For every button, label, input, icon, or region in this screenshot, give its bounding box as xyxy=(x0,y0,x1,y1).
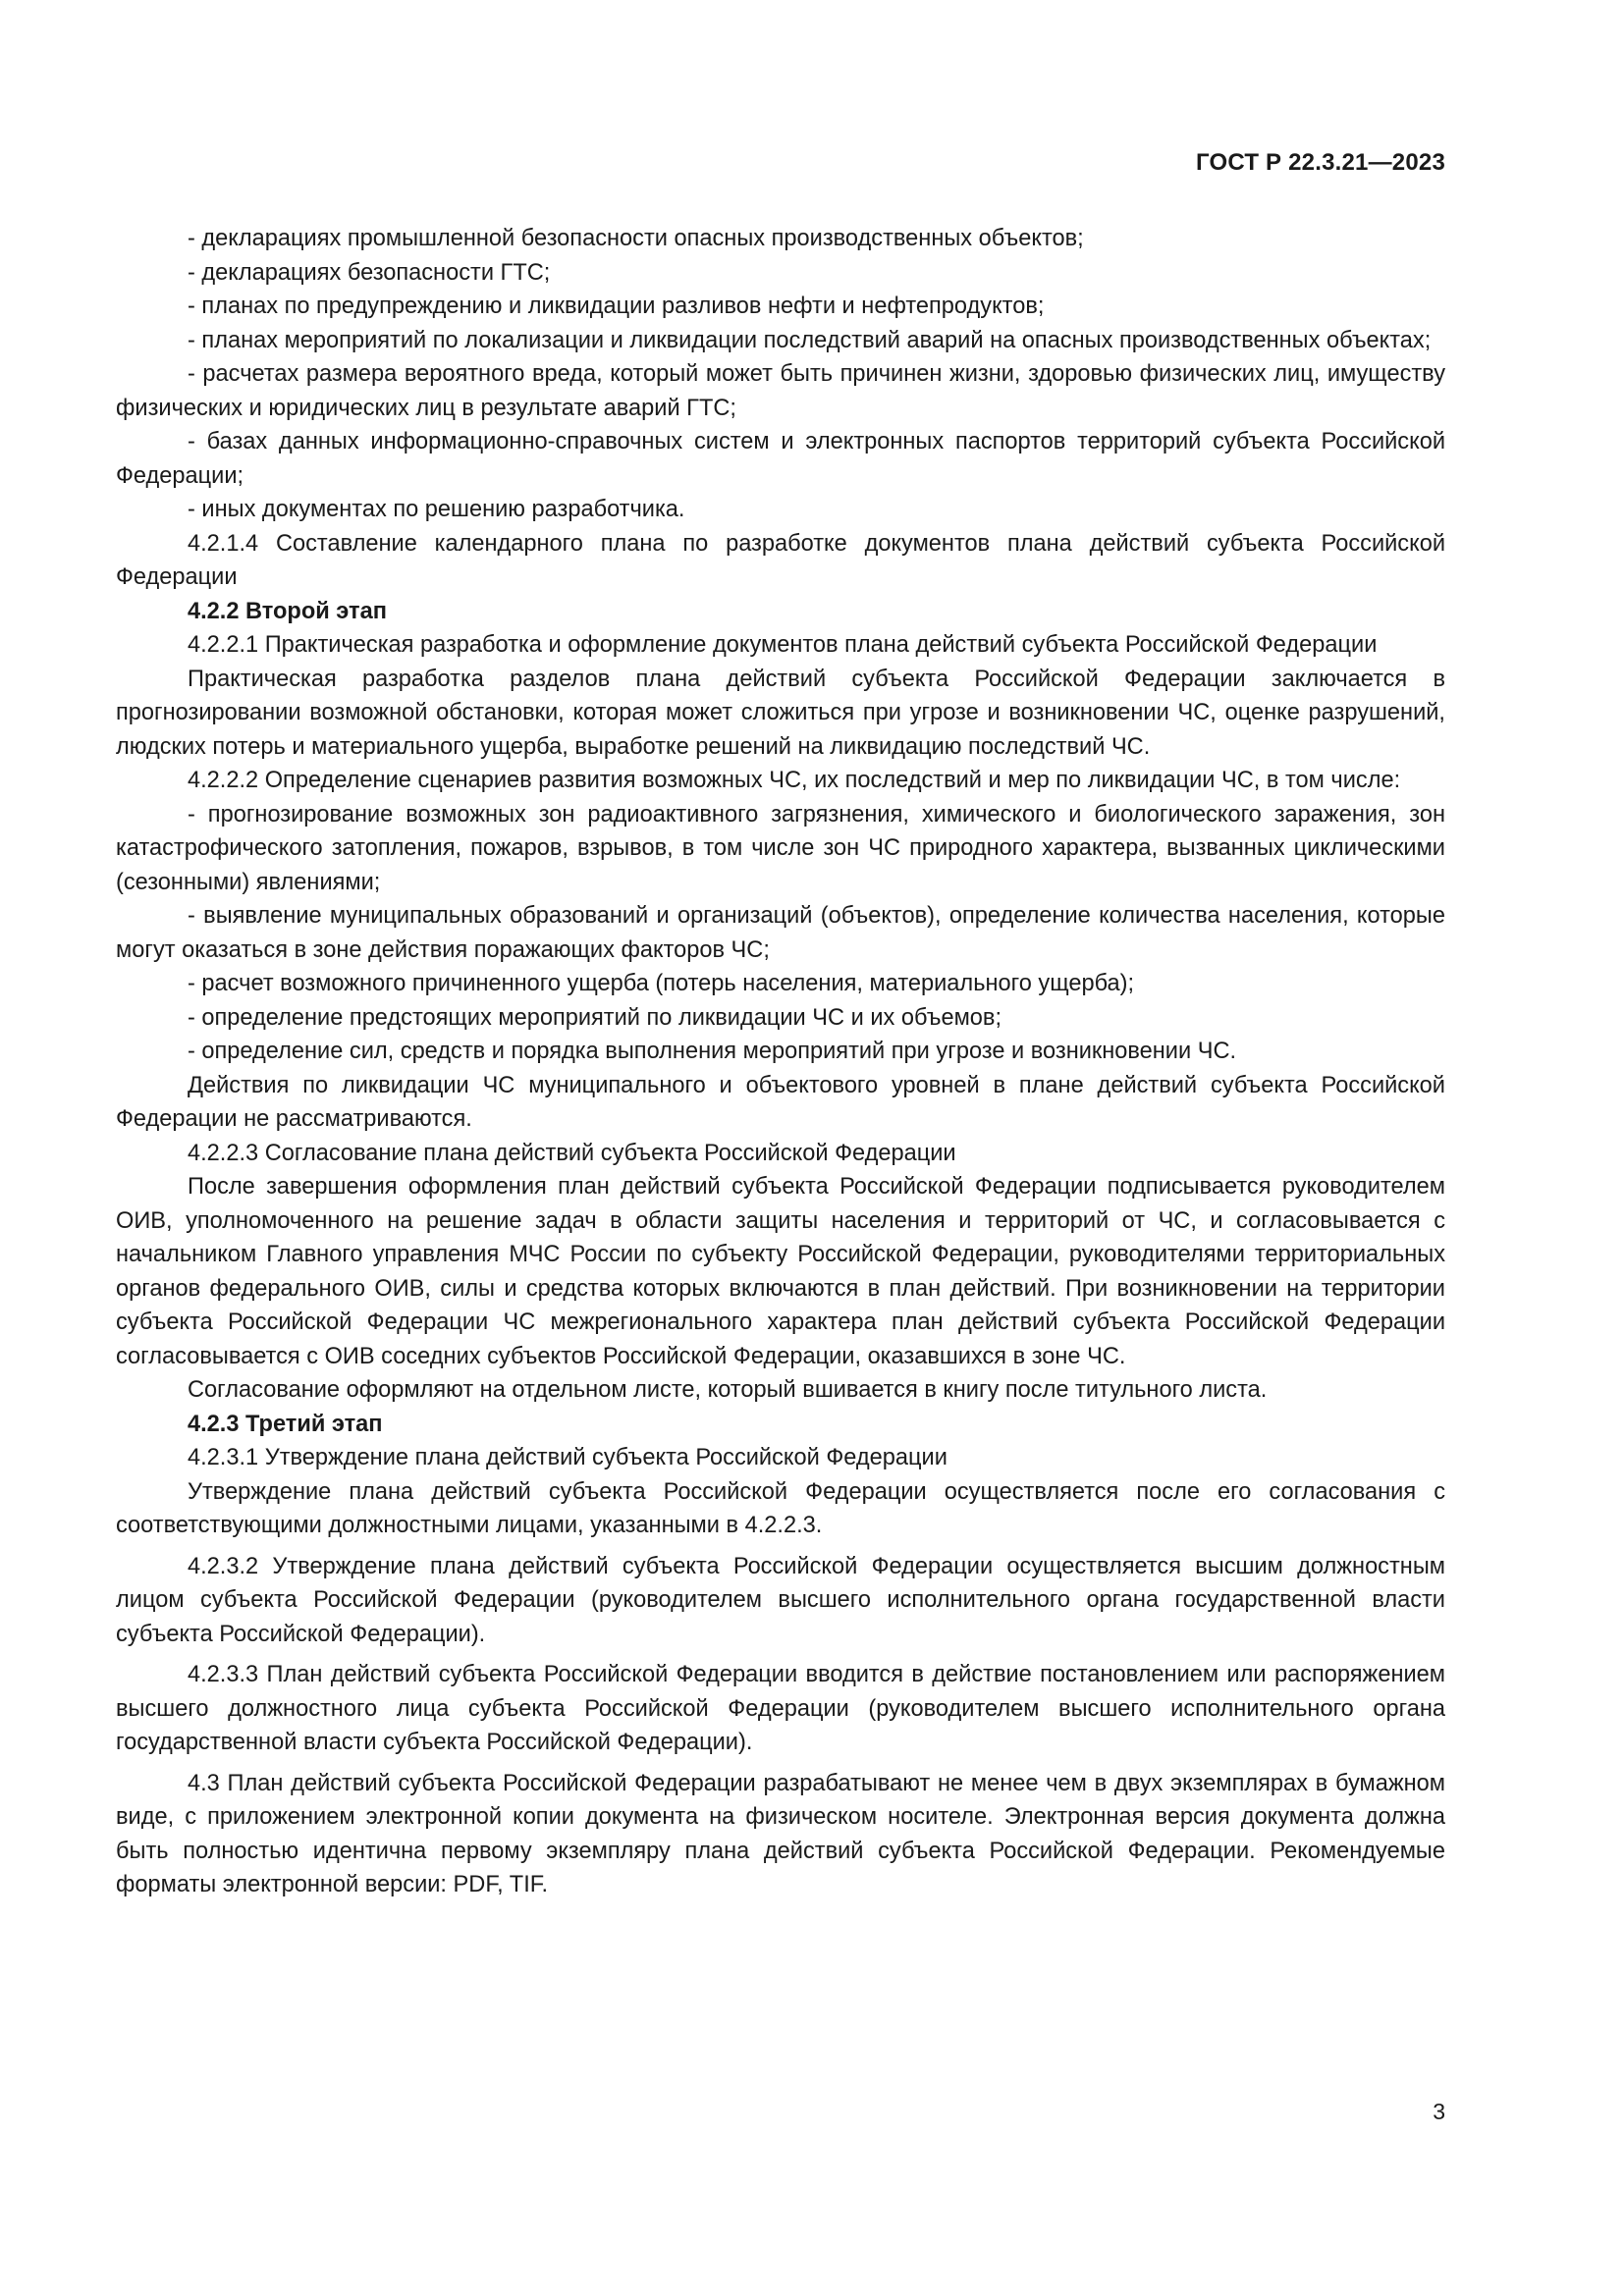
clause-4-2-2-2: 4.2.2.2 Определение сценариев развития возможных ЧС, их последствий и мер по ликвидации ЧС, в том числе: xyxy=(188,768,1401,793)
document-body xyxy=(116,222,1445,1902)
list-item: - базах данных информационно-справочных систем и электронных паспортов территорий субъекта Российской Федерации; xyxy=(116,429,1445,489)
clause-4-2-1-4: 4.2.1.4 Составление календарного плана по разработке документов плана действий субъекта Российской Федерации xyxy=(116,530,1445,590)
list-item: - определение предстоящих мероприятий по ликвидации ЧС и их объемов; xyxy=(188,1004,1002,1031)
clause-4-2-3-1: 4.2.3.1 Утверждение плана действий субъекта Российской Федерации xyxy=(188,1445,947,1470)
list-item: - расчетах размера вероятного вреда, который может быть причинен жизни, здоровью физических лиц, имуществу физических и юридических лиц в результате аварий ГТС; xyxy=(116,361,1445,421)
list-item: - расчет возможного причиненного ущерба (потерь населения, материального ущерба); xyxy=(188,971,1135,996)
clause-4-2-2-1: 4.2.2.1 Практическая разработка и оформление документов плана действий субъекта Российской Федерации xyxy=(188,632,1378,658)
document-code-header: ГОСТ Р 22.3.21—2023 xyxy=(1196,149,1445,176)
section-heading-third-stage: 4.2.3 Третий этап xyxy=(188,1411,383,1437)
list-item: - декларациях безопасности ГТС; xyxy=(188,259,551,286)
clause-4-2-2-3: 4.2.2.3 Согласование плана действий субъекта Российской Федерации xyxy=(188,1140,956,1166)
clause-4-2-3-2: 4.2.3.2 Утверждение плана действий субъекта Российской Федерации осуществляется высшим должностным лицом субъекта Российской Федерации (руководителем высшего исполнительного органа государственной власти субъекта Российской Федерации). xyxy=(116,1553,1445,1647)
list-item: - выявление муниципальных образований и организаций (объектов), определение количества населения, которые могут оказаться в зоне действия поражающих факторов ЧС; xyxy=(116,903,1445,963)
list-item: - прогнозирование возможных зон радиоактивного загрязнения, химического и биологического заражения, зон катастрофического затопления, пожаров, взрывов, в том числе зон ЧС природного характера, вызванных циклическими (сезонными) явлениями; xyxy=(116,801,1445,895)
clause-4-3: 4.3 План действий субъекта Российской Федерации разрабатывают не менее чем в двух экземплярах в бумажном виде, с приложением электронной копии документа на физическом носителе. Электронная версия документа должна быть полностью идентична первому экземпляру плана действий субъекта Российской Федерации. Рекомендуемые форматы электронной версии: PDF, TIF. xyxy=(116,1770,1445,1897)
section-heading-second-stage: 4.2.2 Второй этап xyxy=(188,598,387,624)
clause-4-2-3-3: 4.2.3.3 План действий субъекта Российской Федерации вводится в действие постановлением или распоряжением высшего должностного лица субъекта Российской Федерации (руководителем высшего исполнительного органа государственной власти субъекта Российской Федерации). xyxy=(116,1662,1445,1755)
paragraph: Практическая разработка разделов плана действий субъекта Российской Федерации заключается в прогнозировании возможной обстановки, которая может сложиться при угрозе и возникновении ЧС, оценке разрушений, людских потерь и материального ущерба, выработке решений на ликвидацию последствий ЧС. xyxy=(116,666,1445,760)
page-number: 3 xyxy=(1433,2099,1445,2124)
paragraph: Согласование оформляют на отдельном листе, который вшивается в книгу после титульного листа. xyxy=(188,1377,1268,1403)
list-item: - планах мероприятий по локализации и ликвидации последствий аварий на опасных производственных объектах; xyxy=(188,327,1432,353)
list-item: - декларациях промышленной безопасности опасных производственных объектов; xyxy=(188,226,1084,251)
paragraph: Действия по ликвидации ЧС муниципального и объектового уровней в плане действий субъекта Российской Федерации не рассматриваются. xyxy=(116,1072,1445,1132)
paragraph: После завершения оформления план действий субъекта Российской Федерации подписывается руководителем ОИВ, уполномоченного на решение задач в области защиты населения и территорий от ЧС, и согласовывается с начальником Главного управления МЧС России по субъекту Российской Федерации, руководителями территориальных органов федерального ОИВ, силы и средства которых включаются в план действий. При возникновении на территории субъекта Российской Федерации ЧС межрегионального характера план действий субъекта Российской Федерации согласовывается с ОИВ соседних субъектов Российской Федерации, оказавшихся в зоне ЧС. xyxy=(116,1174,1445,1369)
paragraph: Утверждение плана действий субъекта Российской Федерации осуществляется после его согласования с соответствующими должностными лицами, указанными в 4.2.2.3. xyxy=(116,1478,1445,1538)
list-item: - иных документах по решению разработчика. xyxy=(188,497,685,522)
list-item: - определение сил, средств и порядка выполнения мероприятий при угрозе и возникновении ЧС. xyxy=(188,1039,1237,1064)
list-item: - планах по предупреждению и ликвидации разливов нефти и нефтепродуктов; xyxy=(188,294,1045,319)
